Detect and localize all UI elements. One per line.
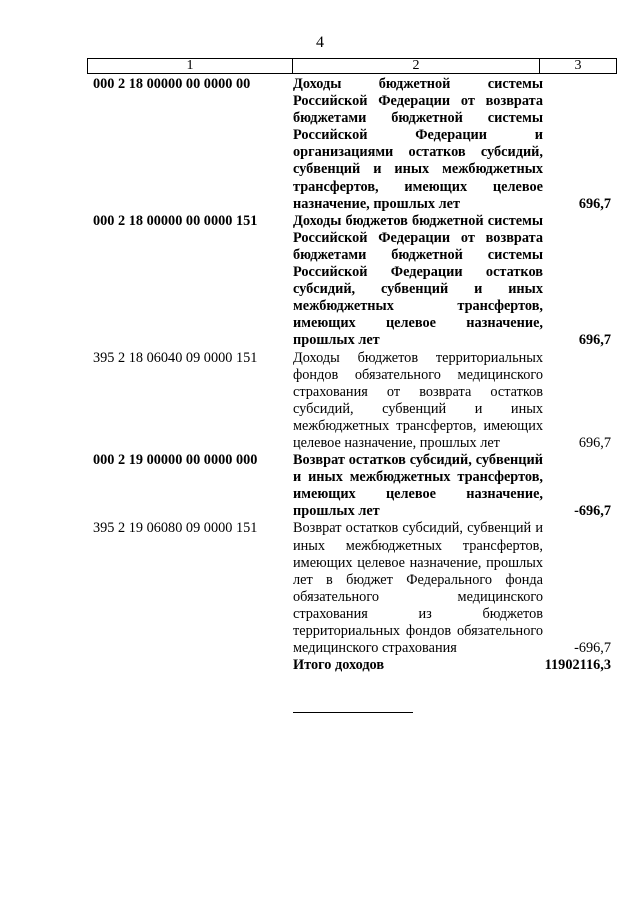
revenue-amount: 696,7: [578, 332, 611, 349]
column-header-code: 1: [88, 59, 293, 73]
budget-code: 000 2 19 00000 00 0000 000: [93, 452, 258, 469]
table-header: [87, 58, 617, 74]
revenue-amount: 696,7: [578, 195, 611, 212]
total-label: Итого доходов: [293, 657, 385, 674]
revenue-amount: -696,7: [574, 503, 611, 520]
table-row: [93, 213, 617, 350]
total-amount: 11902116,3: [544, 657, 611, 674]
table-row: [93, 76, 617, 213]
revenue-name: Доходы бюджетной системы Российской Федерации от возврата бюджетами бюджетной системы Российской Федерации и организациями остатков субсидий, субвенций и иных межбюджетных трансфертов, имеющих целевое назначение, прошлых лет: [293, 76, 543, 212]
total-row: [93, 657, 617, 674]
revenue-table: [93, 76, 617, 674]
revenue-name: Возврат остатков субсидий, субвенций и иных межбюджетных трансфертов, имеющих целевое назначение, прошлых лет: [293, 452, 543, 520]
revenue-name: Доходы бюджетов территориальных фондов обязательного медицинского страхования от возврата остатков субсидий, субвенций и иных межбюджетных трансфертов, имеющих целевое назначение, прошлых лет: [293, 349, 543, 451]
page-number: 4: [316, 34, 324, 51]
table-row: [93, 520, 617, 657]
table-row: [93, 452, 617, 520]
budget-code: 000 2 18 00000 00 0000 151: [93, 212, 258, 229]
budget-code: 395 2 18 06040 09 0000 151: [93, 349, 258, 366]
table-row: [93, 350, 617, 453]
footer-rule: [293, 712, 413, 713]
revenue-name: Возврат остатков субсидий, субвенций и иных межбюджетных трансфертов, имеющих целевое назначение, прошлых лет в бюджет Федерального фонда обязательного медицинского страхования из бюджетов территориальных фондов обязательного медицинского страхования: [293, 520, 543, 657]
column-header-name: 2: [293, 59, 540, 73]
column-header-amount: 3: [574, 58, 582, 73]
revenue-amount: 696,7: [578, 434, 611, 451]
budget-code: 395 2 19 06080 09 0000 151: [93, 520, 258, 537]
budget-code: 000 2 18 00000 00 0000 00: [93, 76, 251, 92]
revenue-name: Доходы бюджетов бюджетной системы Российской Федерации от возврата бюджетами бюджетной системы Российской Федерации остатков субсидий, субвенций и иных межбюджетных трансфертов, имеющих целевое назначение, прошлых лет: [293, 212, 543, 349]
revenue-amount: -696,7: [574, 640, 611, 657]
